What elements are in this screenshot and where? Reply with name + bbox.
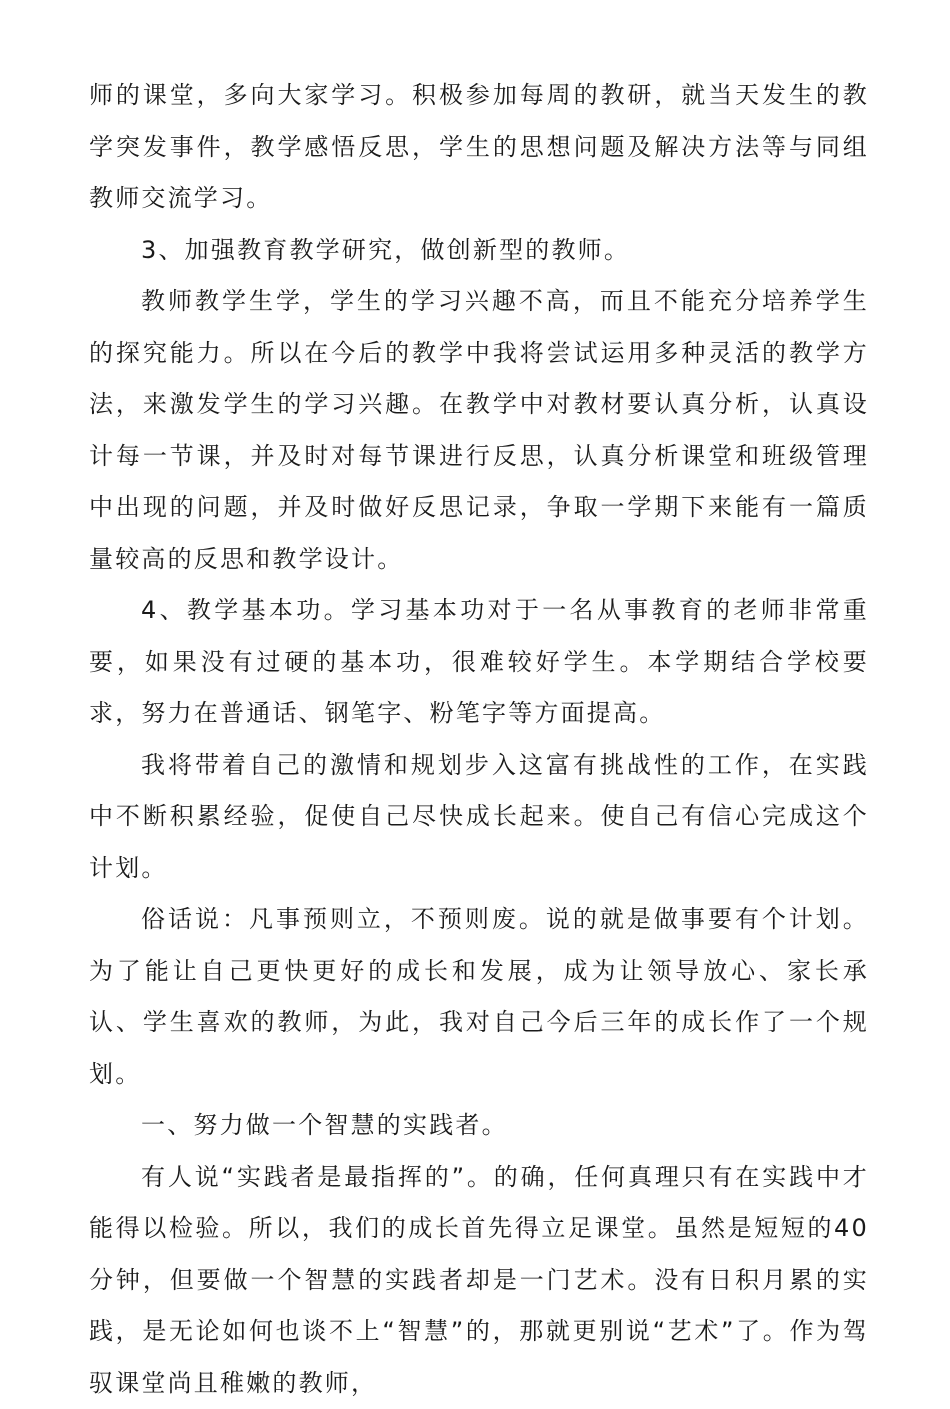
- paragraph-commitment: 我将带着自己的激情和规划步入这富有挑战性的工作，在实践中不断积累经验，促使自己尽快成长起来。使自己有信心完成这个计划。: [89, 740, 869, 895]
- paragraph-continuation: 师的课堂，多向大家学习。积极参加每周的教研，就当天发生的教学突发事件，教学感悟反思，学生的思想问题及解决方法等与同组教师交流学习。: [89, 70, 869, 225]
- paragraph-research: 教师教学生学，学生的学习兴趣不高，而且不能充分培养学生的探究能力。所以在今后的教学中我将尝试运用多种灵活的教学方法，来激发学生的学习兴趣。在教学中对教材要认真分析，认真设计每一节课，并及时对每节课进行反思，认真分析课堂和班级管理中出现的问题，并及时做好反思记录，争取一学期下来能有一篇质量较高的反思和教学设计。: [89, 276, 869, 585]
- paragraph-section-one-heading: 一、努力做一个智慧的实践者。: [89, 1100, 869, 1152]
- paragraph-heading-3: 3、加强教育教学研究，做创新型的教师。: [89, 225, 869, 277]
- paragraph-proverb: 俗话说：凡事预则立，不预则废。说的就是做事要有个计划。为了能让自己更快更好的成长和发展，成为让领导放心、家长承认、学生喜欢的教师，为此，我对自己今后三年的成长作了一个规划。: [89, 894, 869, 1100]
- paragraph-practitioner: 有人说“实践者是最指挥的”。的确，任何真理只有在实践中才能得以检验。所以，我们的成长首先得立足课堂。虽然是短短的40分钟，但要做一个智慧的实践者却是一门艺术。没有日积月累的实践，是无论如何也谈不上“智慧”的，那就更别说“艺术”了。作为驾驭课堂尚且稚嫩的教师，: [89, 1152, 869, 1409]
- document-body: [89, 70, 869, 1409]
- paragraph-heading-4: 4、教学基本功。学习基本功对于一名从事教育的老师非常重要，如果没有过硬的基本功，很难较好学生。本学期结合学校要求，努力在普通话、钢笔字、粉笔字等方面提高。: [89, 585, 869, 740]
